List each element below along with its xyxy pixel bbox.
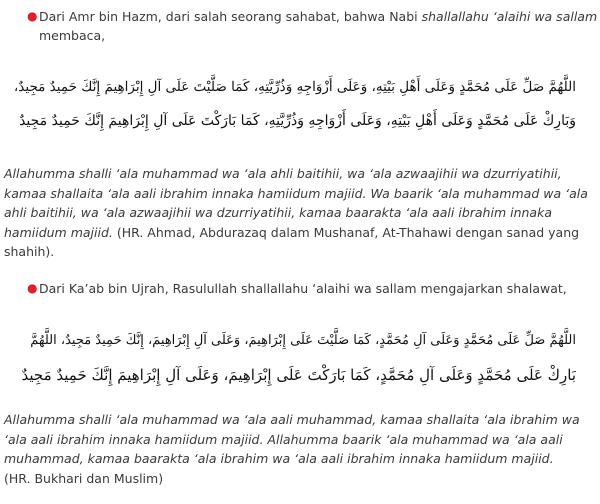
transliteration-text: Allahumma shalli ‘ala muhammad wa ‘ala ahli baitihii, wa ‘ala azwaajihii wa dzurriyatihii, kamaa shallaita ‘ala aali ibrahim innaka hamiidum majiid. Wa baarik ‘ala muhammad wa ‘ala ahli baitihii, wa ‘ala azwaajihii wa dzurriyatihii, kamaa baarakta ‘ala aali ibrahim innaka hamiidum majiid. [4, 166, 588, 240]
intro-honorific: shallallahu ‘alaihi wa sallam [421, 9, 598, 24]
transliteration-2 [0, 410, 600, 488]
hadith-reference: (HR. Bukhari dan Muslim) [4, 470, 164, 486]
hadith-intro-2 [0, 279, 600, 298]
bullet-icon: ● [27, 281, 38, 295]
arabic-line: اللَّهُمَّ صَلِّ عَلَى مُحَمَّدٍ وَعَلَى أَهْلِ بَيْتِهِ، وَعَلَى أَزْوَاجِهِ وَذُرِّيَّتِهِ، كَمَا صَلَّيْتَ عَلَى آلِ إِبْرَاهِيمَ إِنَّكَ حَمِيدٌ مَجِيدٌ، [14, 79, 576, 95]
hadith-intro-1 [0, 7, 600, 45]
arabic-line: اللَّهُمَّ صَلِّ عَلَى مُحَمَّدٍ وَعَلَى آلِ مُحَمَّدٍ، كَمَا صَلَّيْتَ عَلَى إِبْرَاهِيمَ، وَعَلَى آلِ إِبْرَاهِيمَ، إِنَّكَ حَمِيدٌ مَجِيدٌ، اللَّهُمَّ [30, 333, 576, 348]
arabic-block-1 [0, 70, 600, 138]
arabic-block-2 [0, 324, 600, 392]
arabic-line: وَبَارِكْ عَلَى مُحَمَّدٍ وَعَلَى أَهْلِ بَيْتِهِ، وَعَلَى أَزْوَاجِهِ وَذُرِّيَّتِهِ، كَمَا بَارَكْتَ عَلَى آلِ إِبْرَاهِيمَ إِنَّكَ حَمِيدٌ مَجِيدٌ [19, 113, 576, 129]
transliteration-text: Allahumma shalli ‘ala muhammad wa ‘ala aali muhammad, kamaa shallaita ‘ala ibrahim wa ‘ala aali ibrahim innaka hamiidum majiid. Allahumma baarik ‘ala muhammad wa ‘ala aali muhammad, kamaa baarakta ‘ala ibrahim wa ‘ala aali ibrahim innaka hamiidum majiid. [4, 412, 580, 466]
bullet-icon: ● [27, 9, 38, 23]
arabic-line: بَارِكْ عَلَى مُحَمَّدٍ وَعَلَى آلِ مُحَمَّدٍ، كَمَا بَارَكْتَ عَلَى إِبْرَاهِيمَ، وَعَلَى آلِ إِبْرَاهِيمَ إِنَّكَ حَمِيدٌ مَجِيدٌ [21, 366, 576, 384]
intro-text: Dari Ka’ab bin Ujrah, Rasulullah shallallahu ‘alaihi wa sallam mengajarkan shalawat, [39, 281, 567, 296]
intro-text: Dari Amr bin Hazm, dari salah seorang sahabat, bahwa Nabi [39, 9, 422, 24]
intro-text-end: membaca, [39, 28, 106, 43]
hadith-reference: (HR. Ahmad, Abdurazaq dalam Mushanaf, At-Thahawi dengan sanad yang shahih). [4, 224, 580, 259]
transliteration-1 [0, 164, 600, 262]
